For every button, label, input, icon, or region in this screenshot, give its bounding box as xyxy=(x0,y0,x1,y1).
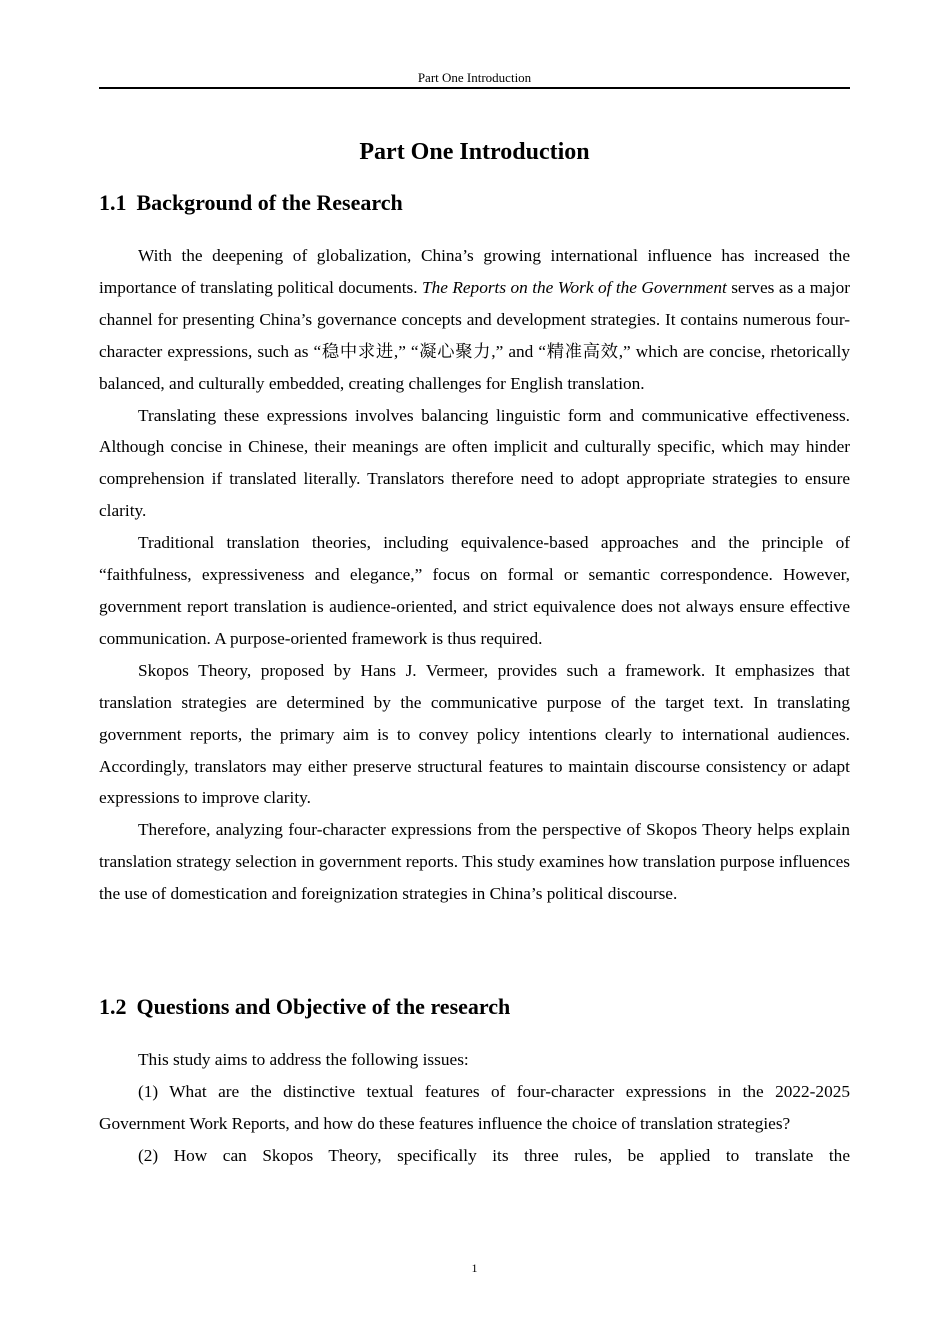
paragraph xyxy=(99,240,850,400)
running-header: Part One Introduction xyxy=(417,70,532,85)
section-1-1-body xyxy=(99,240,850,910)
section-title: Background of the Research xyxy=(136,190,403,215)
section-heading-1-1 xyxy=(99,188,850,218)
paragraph-text: serves as a major channel for presenting China’s governance concepts and development strategies. It contains numerous four-character expressions, such as “稳中求进,” “凝心聚力,” and “精准高效,” which are concise, rhetorically balanced, and culturally embedded, creating challenges for English translation. xyxy=(99,277,851,393)
paragraph: This study aims to address the following issues: xyxy=(138,1050,469,1069)
page-title: Part One Introduction xyxy=(359,139,590,165)
paragraph: Therefore, analyzing four-character expressions from the perspective of Skopos Theory helps explain translation strategy selection in government reports. This study examines how translation purpose influences the use of domestication and foreignization strategies in China’s political discourse. xyxy=(99,820,850,904)
paragraph: Traditional translation theories, including equivalence-based approaches and the principle of “faithfulness, expressiveness and elegance,” focus on formal or semantic correspondence. However, government report translation is audience-oriented, and strict equivalence does not always ensure effective communication. A purpose-oriented framework is thus required. xyxy=(99,533,850,648)
research-question-2: (2) How can Skopos Theory, specifically its three rules, be applied to translate the xyxy=(138,1145,850,1165)
section-heading-1-2 xyxy=(99,992,850,1022)
section-number: 1.2 xyxy=(99,994,127,1019)
section-title: Questions and Objective of the research xyxy=(136,994,511,1019)
paragraph: Translating these expressions involves balancing linguistic form and communicative effectiveness. Although concise in Chinese, their meanings are often implicit and culturally specific, which may hinder comprehension if translated literally. Translators therefore need to adopt appropriate strategies to ensure clarity. xyxy=(99,405,850,521)
paragraph-text: With the deepening of globalization, China’s growing international influence has increased the importance of translating political documents. xyxy=(99,246,850,297)
research-question-1: (1) What are the distinctive textual features of four-character expressions in the 2022-2025 Government Work Reports, and how do these features influence the choice of translation strategies? xyxy=(99,1081,850,1133)
header-rule xyxy=(99,87,850,89)
document-title-italic: The Reports on the Work of the Government xyxy=(421,277,727,297)
page-number: 1 xyxy=(471,1261,478,1275)
section-number: 1.1 xyxy=(99,190,127,215)
paragraph: Skopos Theory, proposed by Hans J. Vermeer, provides such a framework. It emphasizes that translation strategies are determined by the communicative purpose of the target text. In translating government reports, the primary aim is to convey policy intentions clearly to international audiences. Accordingly, translators may either preserve structural features to maintain discourse consistency or adapt expressions to improve clarity. xyxy=(99,660,850,808)
section-1-2-body xyxy=(99,1044,850,1172)
